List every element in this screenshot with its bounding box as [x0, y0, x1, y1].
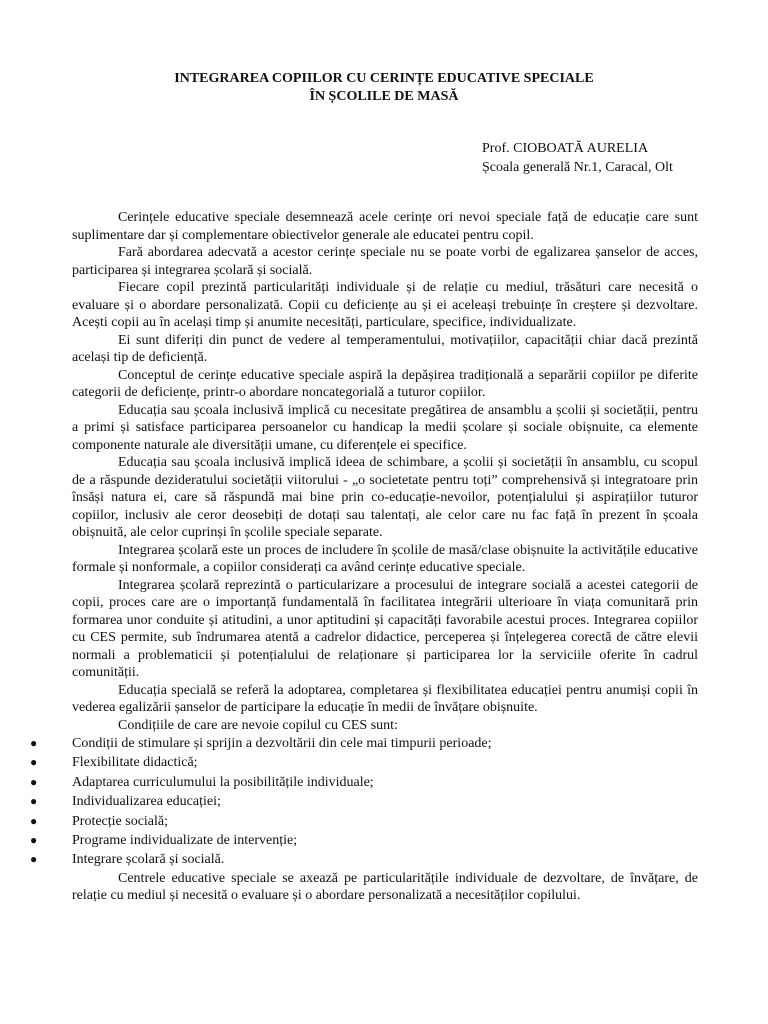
paragraph-11: Condițiile de care are nevoie copilul cu CES sunt: — [118, 717, 398, 733]
bullet-icon: ● — [30, 774, 38, 789]
paragraph-6: Educația sau școala inclusivă implică cu necesitate pregătirea de ansamblu a școlii și societății, pentru a primi și satisface participarea persoanelor cu handicap la medii școlare și sociale obișnuite, ca elemente componente naturale ale diversității umane, cu diferențele ei specifice. — [72, 402, 698, 453]
paragraph-7: Educația sau școala inclusivă implică ideea de schimbare, a școlii și societății în ansamblu, cu scopul de a răspunde dezideratului societății viitorului - „o societetate pentru toți” comprehensivă și integratoare prin însăși natura ei, care să răspundă mai bine prin co-educație-nevoilor, potențialului și aspirațiilor tuturor copiilor, inclusiv ale ceror deosebiți de dotați sau talentați, ale celor care nu fac față în prezent în școala obișnuită, ale celor cuprinși în școlile speciale separate. — [72, 455, 698, 540]
list-item-text: Adaptarea curriculumului la posibilitățile individuale; — [72, 774, 374, 790]
list-item — [30, 734, 698, 753]
conditions-list — [30, 734, 698, 870]
list-item — [30, 792, 698, 811]
list-item-text: Programe individualizate de intervenție; — [72, 833, 298, 849]
bullet-icon: ● — [30, 755, 38, 770]
bullet-icon: ● — [30, 736, 38, 750]
paragraph-9: Integrarea școlară reprezintă o particularizare a procesului de integrare socială a acestei categorii de copii, proces care are o importanță fundamentală în facilitatea integrării ulterioare în viața comunitară prin formarea unor conduite și atitudini, a unor aptitudini și capacități favorabile acestui proces. Integrarea copiilor cu CES permite, sub îndrumarea atentă a cadrelor didactice, perceperea și înțelegerea corectă de către elevii normali a problematicii și potențialului de relaționare și participarea lor la serviciile oferite în cadrul comunității. — [72, 577, 698, 680]
list-item — [30, 773, 698, 792]
paragraph-10: Educația specială se referă la adoptarea, completarea și flexibilitatea educației pentru anumiși copii în vederea egalizării șanselor de participare la educație în medii de învățare obișnuite. — [72, 682, 698, 715]
list-item-text: Protecție socială; — [72, 813, 169, 829]
document-body — [30, 209, 698, 905]
list-item — [30, 812, 698, 831]
list-item — [30, 753, 698, 772]
document-title-line-2: ÎN ȘCOLILE DE MASĂ — [309, 89, 459, 104]
list-item — [30, 831, 698, 850]
list-item — [30, 850, 698, 869]
bullet-icon: ● — [30, 833, 38, 848]
author-school: Școala generală Nr.1, Caracal, Olt — [482, 160, 673, 175]
closing-paragraph: Centrele educative speciale se axează pe particularitățile individuale de dezvoltare, de învățare, de relație cu mediul și necesită o evaluare și o abordare personalizată a necesităților copilului. — [72, 870, 698, 904]
paragraph-4: Ei sunt diferiți din punct de vedere al temperamentului, motivațiilor, capacității chiar dacă prezintă același tip de deficiență. — [72, 332, 698, 365]
bullet-icon: ● — [30, 794, 38, 809]
list-item-text: Integrare școlară și socială. — [72, 852, 225, 868]
paragraph-5: Conceptul de cerințe educative speciale aspiră la depășirea tradițională a separării copiilor pe diferite categorii de deficiențe, printr-o abordare noncategorială a tuturor copiilor. — [72, 367, 698, 400]
bullet-icon: ● — [30, 852, 38, 867]
author-name: Prof. CIOBOATĂ AURELIA — [482, 141, 649, 156]
paragraph-3: Fiecare copil prezintă particularități individuale și de relație cu mediul, trăsături care necesită o evaluare și o abordare personalizată. Copii cu deficiențe au și ei aceleași trebuințe în creștere și dezvoltare. Acești copii au în același timp și anumite necesități, particulare, specifice, individualizate. — [72, 280, 698, 330]
document-title-line-1: INTEGRAREA COPIILOR CU CERINȚE EDUCATIVE SPECIALE — [174, 71, 594, 86]
bullet-icon: ● — [30, 813, 38, 828]
list-item-text: Individualizarea educației; — [72, 794, 221, 810]
paragraph-2: Fară abordarea adecvată a acestor cerințe speciale nu se poate vorbi de egalizarea șanselor de acces, participarea și integrarea școlară și socială. — [72, 245, 698, 278]
list-item-text: Condiții de stimulare și sprijin a dezvoltării din cele mai timpurii perioade; — [72, 736, 492, 751]
paragraph-8: Integrarea școlară este un proces de includere în școlile de masă/clase obișnuite la activitățile educative formale și nonformale, a copiilor considerați ca având cerințe educative speciale. — [72, 542, 698, 575]
paragraph-1: Cerințele educative speciale desemnează acele cerințe ori nevoi speciale față de educație care sunt suplimentare dar și complementare obiectivelor generale ale educatei pentru copil. — [72, 210, 698, 243]
list-item-text: Flexibilitate didactică; — [72, 755, 198, 771]
